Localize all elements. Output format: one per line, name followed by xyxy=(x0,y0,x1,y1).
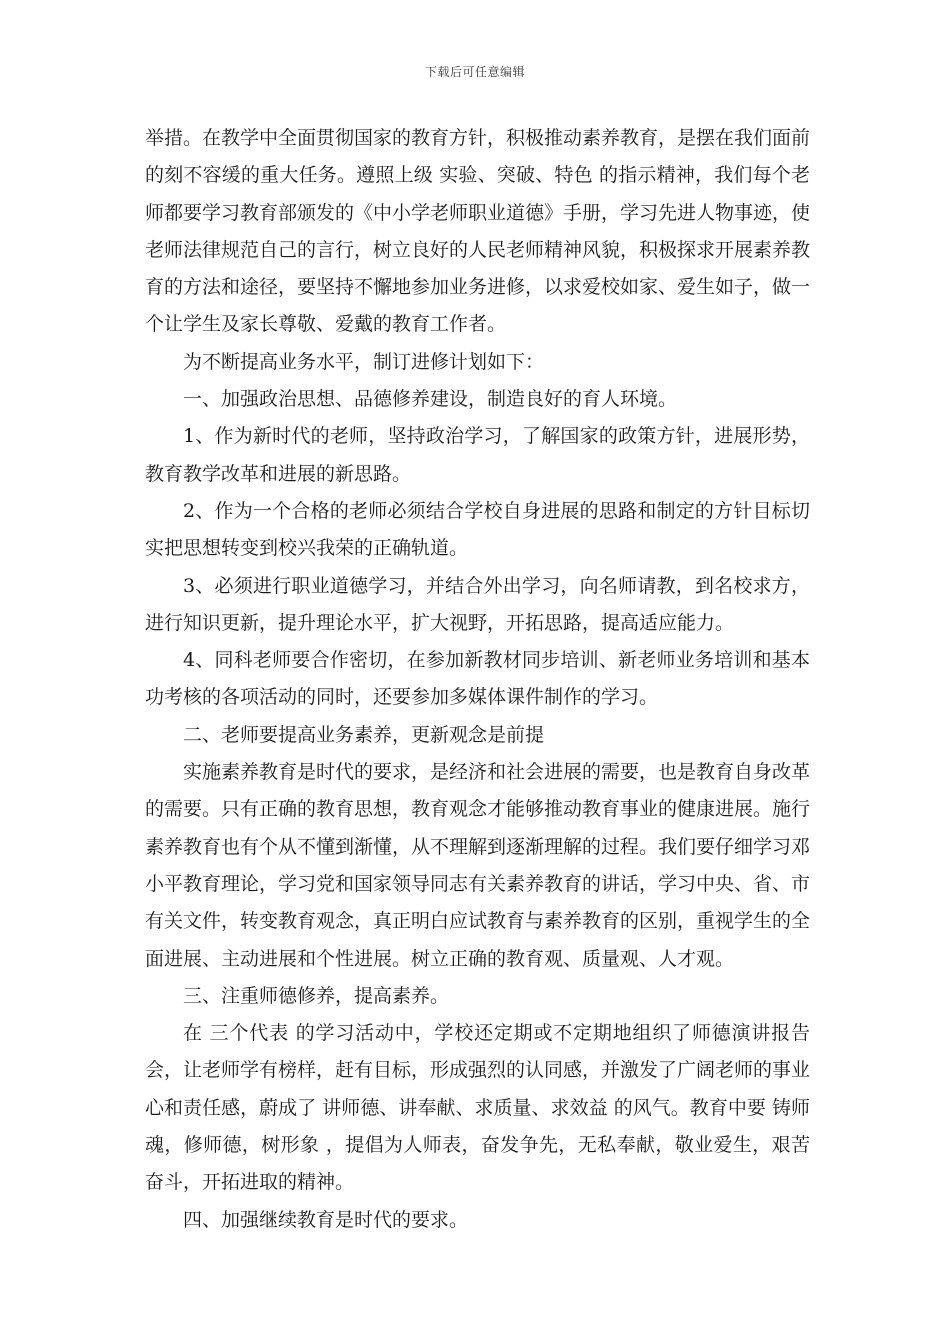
document-body xyxy=(145,120,810,1239)
section-heading: 四、加强继续教育是时代的要求。 xyxy=(183,1208,469,1231)
section-heading: 一、加强政治思想、品德修养建设，制造良好的育人环境。 xyxy=(183,388,678,411)
list-item: 2、作为一个合格的老师必须结合学校自身进展的思路和制定的方针目标切实把思想转变到校兴我荣的正确轨道。 xyxy=(145,499,810,560)
paragraph: 实施素养教育是时代的要求，是经济和社会进展的需要，也是教育自身改革的需要。只有正确的教育思想，教育观念才能够推动教育事业的健康进展。施行素养教育也有个从不懂到渐懂，从不理解到逐渐理解的过程。我们要仔细学习邓小平教育理论，学习党和国家领导同志有关素养教育的讲话，学习中央、省、市有关文件，转变教育观念，真正明白应试教育与素养教育的区别，重视学生的全面进展、主动进展和个性进展。树立正确的教育观、质量观、人才观。 xyxy=(145,761,811,970)
paragraph: 为不断提高业务水平，制订进修计划如下： xyxy=(183,350,545,373)
paragraph: 举措。在教学中全面贯彻国家的教育方针，积极推动素养教育，是摆在我们面前的刻不容缓的重大任务。遵照上级 实验、突破、特色 的指示精神，我们每个老师都要学习教育部颁发的《中小学老师职业道德》手册，学习先进人物事迹，使老师法律规范自己的言行，树立良好的人民老师精神风貌，积极探求开展素养教育的方法和途径，要坚持不懈地参加业务进修，以求爱校如家、爱生如子，做一个让学生及家长尊敬、爱戴的教育工作者。 xyxy=(145,127,811,336)
list-item: 4、同科老师要合作密切，在参加新教材同步培训、新老师业务培训和基本功考核的各项活动的同时，还要参加多媒体课件制作的学习。 xyxy=(145,649,810,709)
list-item: 1、作为新时代的老师，坚持政治学习，了解国家的政策方针，进展形势，教育教学改革和进展的新思路。 xyxy=(145,425,810,485)
section-heading: 三、注重师德修养，提高素养。 xyxy=(183,984,450,1007)
page-header: 下载后可任意编辑 xyxy=(424,65,525,79)
section-heading: 二、老师要提高业务素养，更新观念是前提 xyxy=(183,723,545,746)
list-item: 3、必须进行职业道德学习，并结合外出学习，向名师请教，到名校求方，进行知识更新，提升理论水平，扩大视野，开拓思路，提高适应能力。 xyxy=(145,574,810,634)
paragraph: 在 三个代表 的学习活动中，学校还定期或不定期地组织了师德演讲报告会，让老师学有榜样，赶有目标，形成强烈的认同感，并激发了广阔老师的事业心和责任感，蔚成了 讲师德、讲奉献、求质量、求效益 的风气。教育中要 铸师魂，修师德，树形象 ，提倡为人师表，奋发争先，无私奉献，敬业爱生，艰苦奋斗，开拓进取的精神。 xyxy=(145,1022,811,1194)
